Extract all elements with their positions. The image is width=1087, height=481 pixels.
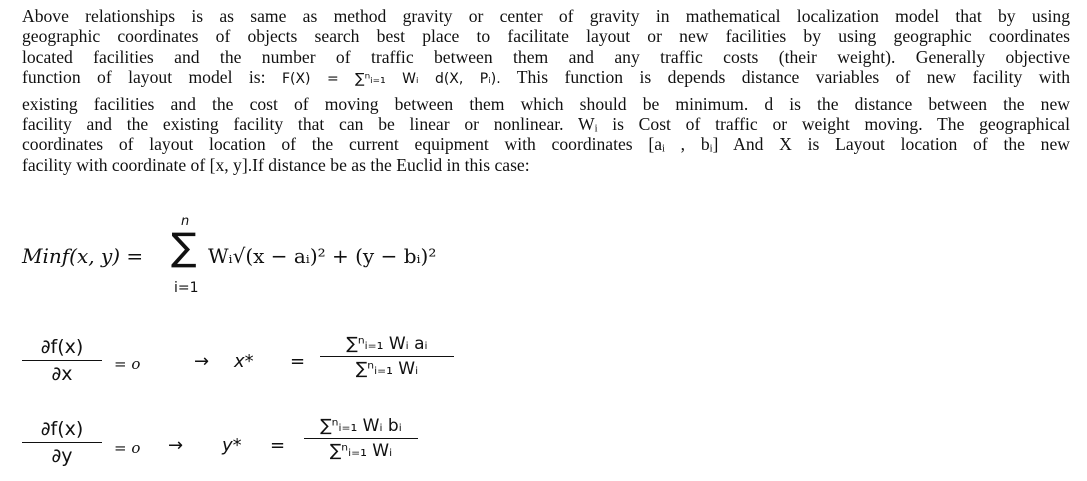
partial-y-denominator: ∂y [22, 442, 102, 467]
objective-formula: F(X) = ∑ⁿᵢ₌₁ Wᵢ d(X, Pᵢ). [281, 71, 501, 88]
y-rhs-fraction [304, 416, 418, 461]
x-star: x* [234, 351, 254, 372]
partial-x-numerator: ∂f(x) [40, 336, 84, 358]
body-paragraph [22, 6, 1070, 175]
x-arrow: → [194, 351, 210, 372]
derivative-x-equation [22, 332, 502, 394]
paragraph-line-7: coordinates of layout location of the current equipment with coordinates [aᵢ , bᵢ] And X is Layout location of the new [22, 134, 1070, 155]
sum-symbol: ∑ [171, 225, 197, 269]
sum-upper-limit: n [181, 214, 190, 229]
paragraph-line-5: existing facilities and the cost of moving between them which should be minimum. d is the distance between the new [22, 93, 1070, 114]
y-rhs-numerator: ∑ⁿᵢ₌₁ Wᵢ bᵢ [320, 416, 402, 436]
paragraph-line-4 [22, 67, 1070, 89]
y-rhs-denominator: ∑ⁿᵢ₌₁ Wᵢ [304, 438, 418, 461]
partial-x-denominator: ∂x [22, 360, 102, 385]
line4-text: function of layout model is: [22, 67, 266, 88]
paragraph-line-8: facility with coordinate of [x, y].If distance be as the Euclid in this case: [22, 154, 530, 175]
y-arrow: → [168, 435, 184, 456]
x-rhs-numerator: ∑ⁿᵢ₌₁ Wᵢ aᵢ [346, 334, 428, 354]
derivative-y-equation [22, 414, 502, 476]
paragraph-line-3: located facilities and the number of traffic between them and any traffic costs (their weight). Generally objective [22, 46, 1070, 67]
x-zero-condition: = o [114, 355, 141, 373]
x-equals: = [290, 351, 306, 372]
paragraph-line-1: Above relationships is as same as method gravity or center of gravity in mathematical localization model that by using [22, 6, 1070, 26]
main-equation [22, 214, 582, 306]
sum-lower-limit: i=1 [174, 280, 199, 296]
partial-y-numerator: ∂f(x) [40, 418, 84, 440]
main-equation-body: Wᵢ√(x − aᵢ)² + (y − bᵢ)² [208, 244, 437, 268]
x-rhs-denominator: ∑ⁿᵢ₌₁ Wᵢ [320, 356, 454, 379]
paragraph-line-2: geographic coordinates of objects search best place to facilitate layout or new facilities by using geographic coordinates [22, 26, 1070, 47]
y-zero-condition: = o [114, 439, 141, 457]
partial-y-fraction [22, 418, 102, 467]
paragraph-line-6: facility and the existing facility that can be linear or nonlinear. Wᵢ is Cost of traffic or weight moving. The geographical [22, 114, 1070, 135]
y-equals: = [270, 435, 286, 456]
main-equation-lhs: Minf(x, y) = [22, 244, 144, 268]
line4-tail: This function is depends distance variables of new facility with [516, 67, 1070, 88]
x-rhs-fraction [320, 334, 454, 379]
partial-x-fraction [22, 336, 102, 385]
y-star: y* [222, 435, 242, 456]
